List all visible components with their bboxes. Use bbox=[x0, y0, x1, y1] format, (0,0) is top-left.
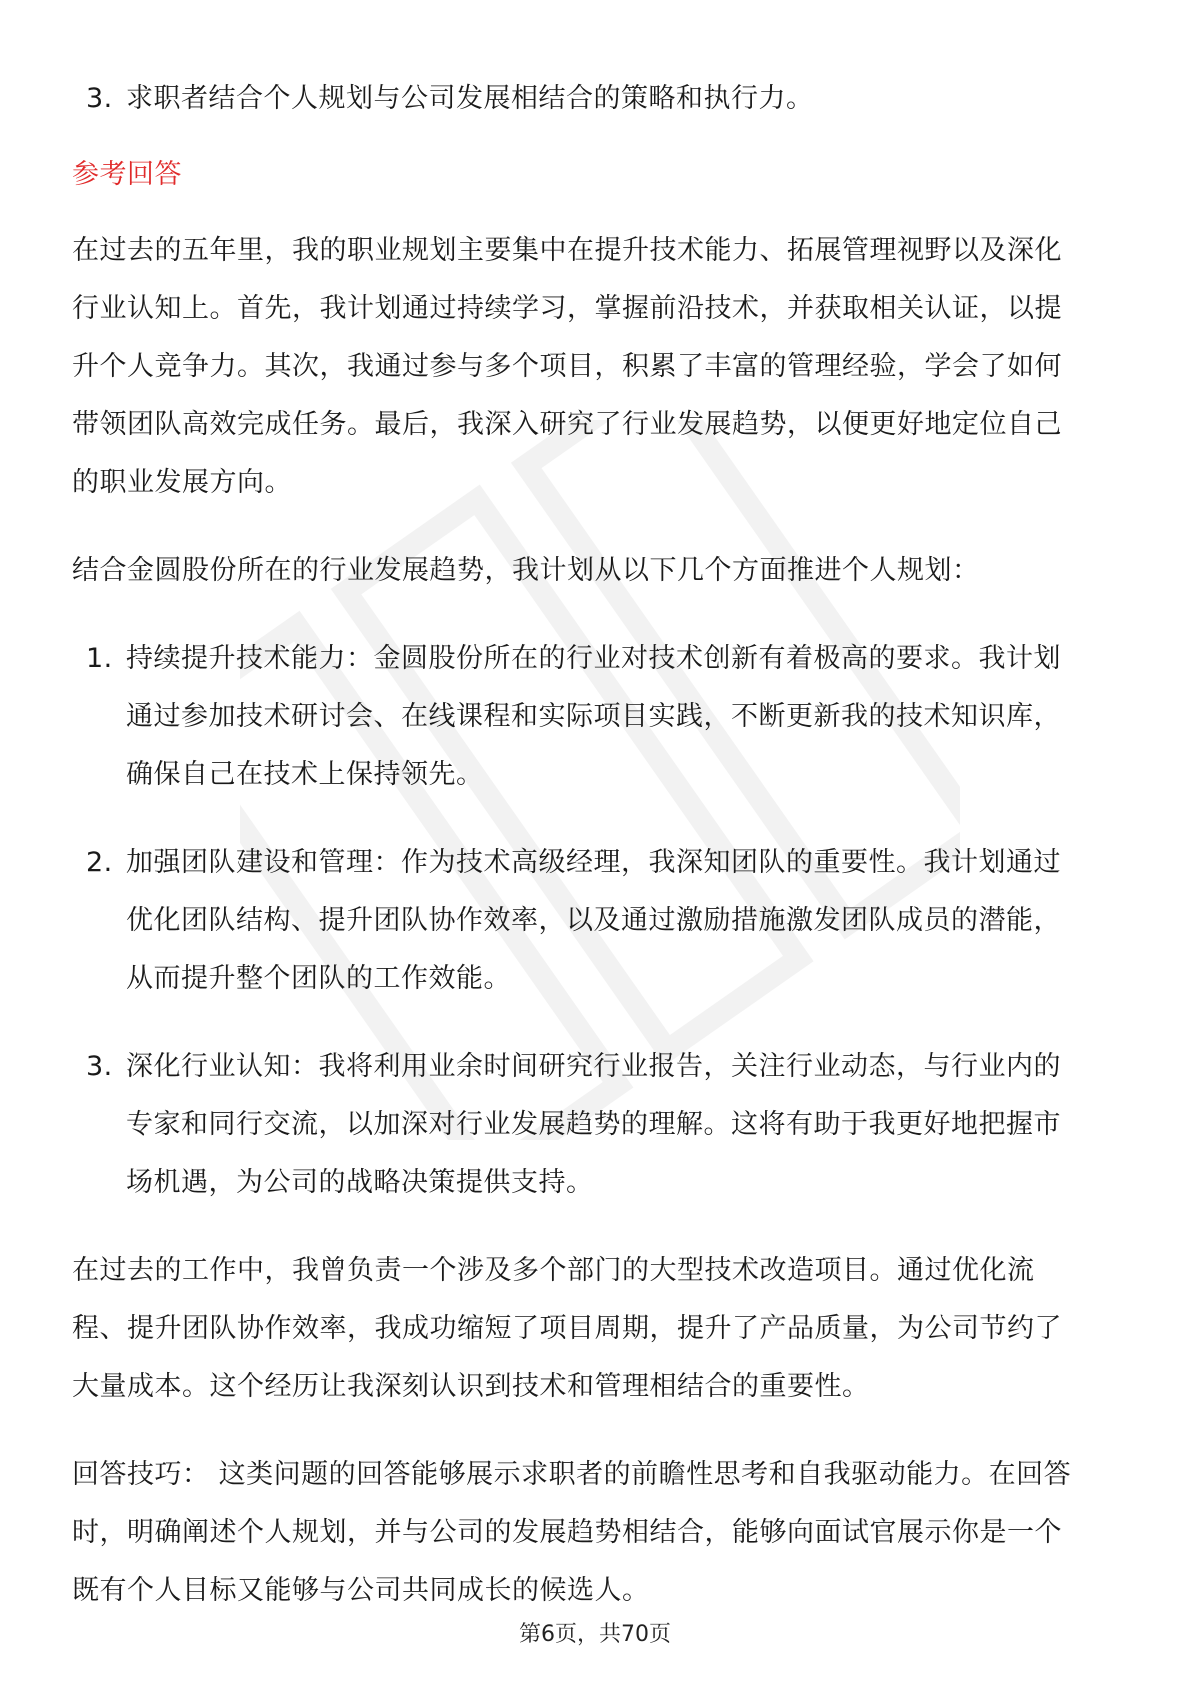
paragraph-line: 回答技巧： 这类问题的回答能够展示求职者的前瞻性思考和自我驱动能力。在回答 bbox=[72, 1459, 1072, 1490]
list-line: 从而提升整个团队的工作效能。 bbox=[126, 963, 511, 994]
list-number: 2. bbox=[86, 847, 113, 878]
list-line: 确保自己在技术上保持领先。 bbox=[126, 759, 484, 790]
paragraph-plan-lead: 结合金圆股份所在的行业发展趋势，我计划从以下几个方面推进个人规划： bbox=[72, 555, 980, 586]
paragraph-line: 大量成本。这个经历让我深刻认识到技术和管理相结合的重要性。 bbox=[72, 1371, 870, 1402]
list-line: 优化团队结构、提升团队协作效率，以及通过激励措施激发团队成员的潜能， bbox=[126, 905, 1061, 936]
plan-list-item-3 bbox=[72, 1038, 1122, 1212]
paragraph-line: 的职业发展方向。 bbox=[72, 467, 292, 498]
list-line: 深化行业认知：我将利用业余时间研究行业报告，关注行业动态，与行业内的 bbox=[126, 1051, 1061, 1082]
paragraph-line: 程、提升团队协作效率，我成功缩短了项目周期，提升了产品质量，为公司节约了 bbox=[72, 1313, 1062, 1344]
list-number: 1. bbox=[86, 643, 113, 674]
paragraph-line: 在过去的工作中，我曾负责一个涉及多个部门的大型技术改造项目。通过优化流 bbox=[72, 1255, 1035, 1286]
list-line: 通过参加技术研讨会、在线课程和实际项目实践，不断更新我的技术知识库， bbox=[126, 701, 1061, 732]
list-line: 加强团队建设和管理：作为技术高级经理，我深知团队的重要性。我计划通过 bbox=[126, 847, 1061, 878]
paragraph-tips bbox=[72, 1446, 1122, 1620]
paragraph-intro bbox=[72, 222, 1122, 512]
paragraph-line: 时，明确阐述个人规划，并与公司的发展趋势相结合，能够向面试官展示你是一个 bbox=[72, 1517, 1062, 1548]
list-number: 3. bbox=[86, 1051, 113, 1082]
intro-list-item bbox=[72, 70, 1122, 128]
page-number-footer: 第6页，共70页 bbox=[519, 1622, 671, 1647]
paragraph-line: 在过去的五年里，我的职业规划主要集中在提升技术能力、拓展管理视野以及深化 bbox=[72, 235, 1062, 266]
list-number: 3. bbox=[86, 83, 113, 114]
list-line: 持续提升技术能力：金圆股份所在的行业对技术创新有着极高的要求。我计划 bbox=[126, 643, 1061, 674]
plan-list-item-2 bbox=[72, 834, 1122, 1008]
list-text: 求职者结合个人规划与公司发展相结合的策略和执行力。 bbox=[126, 83, 814, 114]
document-content bbox=[72, 70, 1122, 1620]
section-heading: 参考回答 bbox=[72, 159, 182, 190]
paragraph-line: 带领团队高效完成任务。最后，我深入研究了行业发展趋势，以便更好地定位自己 bbox=[72, 409, 1062, 440]
paragraph-line: 既有个人目标又能够与公司共同成长的候选人。 bbox=[72, 1575, 650, 1606]
list-line: 场机遇，为公司的战略决策提供支持。 bbox=[126, 1167, 594, 1198]
paragraph-line: 升个人竞争力。其次，我通过参与多个项目，积累了丰富的管理经验，学会了如何 bbox=[72, 351, 1062, 382]
paragraph-experience bbox=[72, 1242, 1122, 1416]
paragraph-line: 行业认知上。首先，我计划通过持续学习，掌握前沿技术，并获取相关认证，以提 bbox=[72, 293, 1062, 324]
list-line: 专家和同行交流，以加深对行业发展趋势的理解。这将有助于我更好地把握市 bbox=[126, 1109, 1061, 1140]
plan-list-item-1 bbox=[72, 630, 1122, 804]
